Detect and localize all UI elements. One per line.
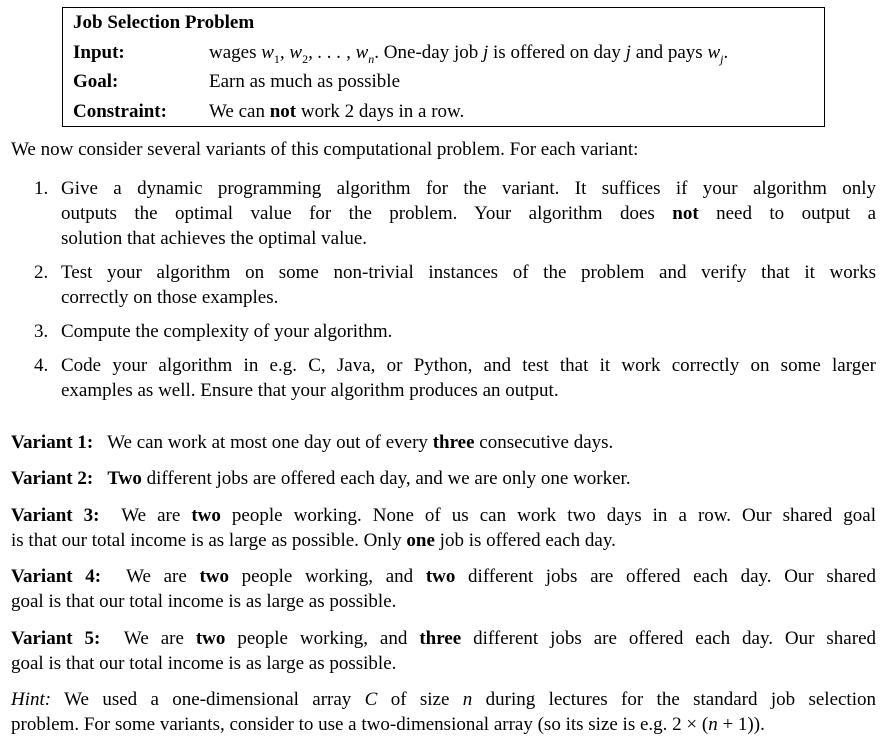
goal-text: Earn as much as possible: [209, 71, 401, 92]
variant-3-line-1: Variant 3: We are two people working. None of us can work two days in a row. Our shared goal: [11, 505, 876, 526]
variant-label: Variant 5:: [11, 628, 101, 649]
step-4-line-1: Code your algorithm in e.g. C, Java, or Python, and test that it work correctly on some larger: [61, 355, 876, 376]
step-number: 2.: [34, 262, 49, 283]
variant-label: Variant 3:: [11, 505, 100, 526]
step-2-line-1: Test your algorithm on some non-trivial instances of the problem and verify that it works: [61, 262, 876, 283]
step-2-line-2: correctly on those examples.: [61, 287, 279, 308]
problem-title: Job Selection Problem: [73, 12, 255, 33]
input-text: wages $w_1$, $w_2$, . . . , $w_n$. One-day job j is offered on day j and pays $w_j$.: [209, 42, 729, 66]
variant-label: Variant 1:: [11, 432, 94, 453]
step-number: 3.: [34, 321, 49, 342]
hint-line-2: problem. For some variants, consider to use a two-dimensional array (so its size is e.g. 2 × (n + 1)).: [11, 714, 765, 735]
constraint-label: Constraint:: [73, 101, 167, 122]
variant-4-line-2: goal is that our total income is as large as possible.: [11, 591, 397, 612]
variant-5-line-1: Variant 5: We are two people working, and three different jobs are offered each day. Our shared: [11, 628, 876, 649]
step-1-line-3: solution that achieves the optimal value.: [61, 228, 368, 249]
variant-3-line-2: is that our total income is as large as possible. Only one job is offered each day.: [11, 530, 616, 551]
constraint-text: We can not work 2 days in a row.: [209, 101, 465, 122]
step-number: 1.: [34, 178, 49, 199]
hint-label: Hint:: [11, 689, 52, 710]
variant-label: Variant 4:: [11, 566, 102, 587]
input-label: Input:: [73, 42, 125, 63]
step-3-line-1: Compute the complexity of your algorithm.: [61, 321, 393, 342]
step-4-line-2: examples as well. Ensure that your algorithm produces an output.: [61, 380, 559, 401]
step-number: 4.: [34, 355, 49, 376]
variant-5-line-2: goal is that our total income is as large as possible.: [11, 653, 397, 674]
step-1-line-2: outputs the optimal value for the problem. Your algorithm does not need to output a: [61, 203, 877, 224]
variant-label: Variant 2:: [11, 468, 94, 489]
variant-1: Variant 1: We can work at most one day out of every three consecutive days.: [11, 432, 614, 453]
variant-2: Variant 2: Two different jobs are offered each day, and we are only one worker.: [11, 468, 631, 489]
variant-4-line-1: Variant 4: We are two people working, and two different jobs are offered each day. Our shared: [11, 566, 876, 587]
hint-line-1: Hint: We used a one-dimensional array C of size n during lectures for the standard job selection: [11, 689, 876, 710]
intro-paragraph: We now consider several variants of this computational problem. For each variant:: [11, 139, 639, 160]
problem-box: [62, 7, 825, 127]
hint-math: 2 × (n + 1): [672, 714, 754, 735]
goal-label: Goal:: [73, 71, 119, 92]
step-1-line-1: Give a dynamic programming algorithm for the variant. It suffices if your algorithm only: [61, 178, 876, 199]
